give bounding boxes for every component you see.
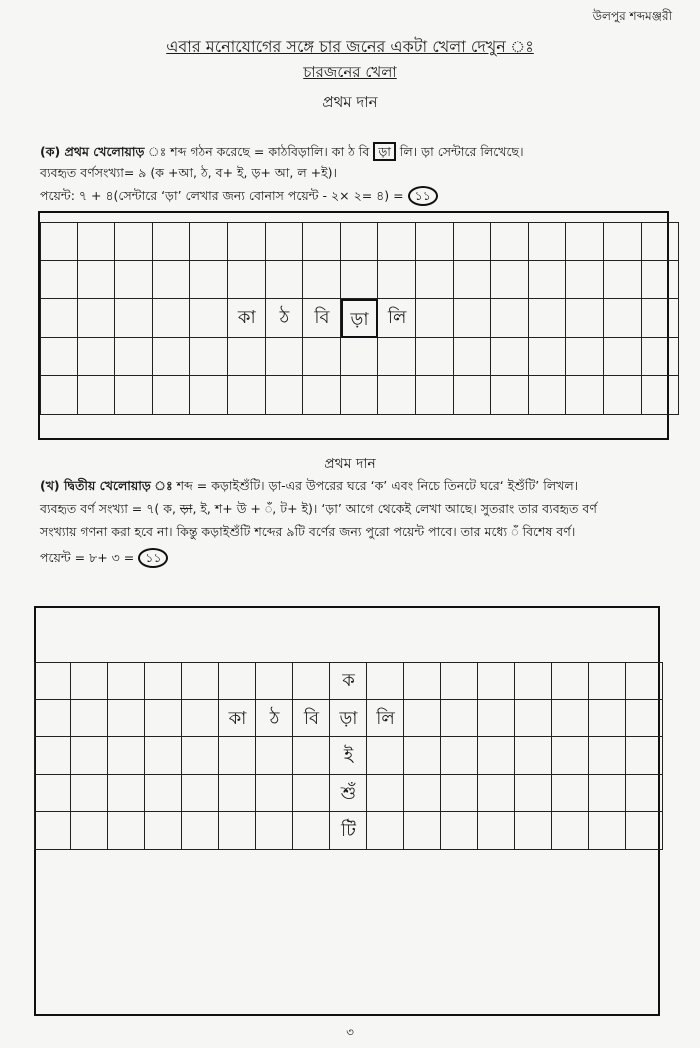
grid-cell [515, 775, 552, 813]
grid-cell [266, 261, 304, 300]
grid-cell [416, 299, 454, 338]
grid-cell [145, 662, 182, 700]
grid-cell [71, 737, 108, 775]
grid-cell [182, 812, 219, 850]
grid-cell [219, 737, 256, 775]
grid-cell [642, 222, 680, 261]
grid-cell [303, 261, 341, 300]
grid-cell [378, 338, 416, 377]
grid-cell [589, 737, 626, 775]
grid-cell [190, 338, 228, 377]
grid-cell [108, 737, 145, 775]
grid-cell [529, 299, 567, 338]
player2-score: ১১ [138, 548, 168, 568]
grid-cell [34, 737, 71, 775]
grid-cell [34, 662, 71, 700]
grid-cell [529, 222, 567, 261]
player1-line2: ব্যবহৃত বর্ণসংখ্যা= ৯ (ক +আ, ঠ, ব+ ই, ড়+ আ, ল +ই)। [40, 165, 337, 180]
grid-cell [303, 222, 341, 261]
grid-cell [182, 700, 219, 738]
page-number: ৩ [346, 1025, 354, 1039]
grid-cell [153, 376, 191, 415]
grid-cell [293, 662, 330, 700]
grid-cell [256, 737, 293, 775]
grid-cell [604, 338, 642, 377]
grid-cell [78, 376, 116, 415]
grid-cell [108, 812, 145, 850]
grid-cell [190, 261, 228, 300]
grid-cell [219, 662, 256, 700]
grid-cell [441, 662, 478, 700]
grid-cell [378, 222, 416, 261]
word-letter: বি [303, 707, 320, 729]
grid-cell [266, 376, 304, 415]
grid-cell [478, 812, 515, 850]
grid-cell [552, 662, 589, 700]
grid-cell [341, 222, 379, 261]
grid-cell [71, 775, 108, 813]
grid-cell [78, 338, 116, 377]
grid-cell [145, 812, 182, 850]
player1-label: (ক) প্রথম খেলোয়াড় [40, 144, 145, 159]
grid-cell [604, 376, 642, 415]
grid-cell [454, 376, 492, 415]
grid-cell [256, 812, 293, 850]
grid-cell [604, 261, 642, 300]
grid-cell [34, 700, 71, 738]
grid-cell [303, 338, 341, 377]
grid-cell [228, 222, 266, 261]
word-letter: কা [228, 707, 247, 729]
grid-cell [441, 737, 478, 775]
grid-cell [478, 775, 515, 813]
grid-cell [404, 737, 441, 775]
grid-cell [454, 261, 492, 300]
grid-cell [604, 299, 642, 338]
grid-cell [626, 700, 663, 738]
player2-line2: ব্যবহৃত বর্ণ সংখ্যা = ৭( ক, ড়া, ই, শ+ উ + ँ, ট+ ই)। ‘ড়া’ আগে থেকেই লেখা আছে। সুতরাং তার ব্যবহৃত বর্ণ [40, 501, 597, 516]
grid-cell [626, 812, 663, 850]
grid-cell [228, 261, 266, 300]
grid-cell [416, 376, 454, 415]
sub-title: চারজনের খেলা [303, 63, 397, 81]
grid-cell [589, 700, 626, 738]
grid-cell [566, 338, 604, 377]
main-title: এবার মনোযোগের সঙ্গে চার জনের একটা খেলা দেখুন ঃ [166, 37, 534, 56]
grid-cell [589, 775, 626, 813]
word-letter: কা [237, 307, 256, 328]
grid-cell [642, 376, 680, 415]
grid-cell [441, 775, 478, 813]
grid-cell [552, 812, 589, 850]
grid-cell [604, 222, 642, 261]
grid-cell [529, 338, 567, 377]
round-caption: প্রথম দান [324, 456, 376, 472]
grid-cell [642, 338, 680, 377]
player2-line3: সংখ্যায় গণনা করা হবে না। কিন্তু কড়াইশুঁটি শব্দের ৯টি বর্ণের জন্য পুরো পয়েন্ট পাবে। তার মধ্যে ँ বিশেষ বর্ণ। [40, 524, 576, 539]
grid-cell [40, 222, 78, 261]
vertical-letter: টি [341, 820, 356, 841]
grid-cell [515, 700, 552, 738]
grid-cell [626, 737, 663, 775]
vertical-letter: ই [343, 745, 354, 766]
grid-cell [626, 775, 663, 813]
grid-cell [404, 700, 441, 738]
grid-cell [626, 662, 663, 700]
grid-cell [256, 775, 293, 813]
vertical-letter: ক [342, 670, 355, 691]
grid-cell [190, 376, 228, 415]
grid-cell [115, 261, 153, 300]
grid-cell [293, 812, 330, 850]
grid-cell [515, 737, 552, 775]
grid-cell [454, 338, 492, 377]
grid-cell [552, 737, 589, 775]
grid-cell [529, 261, 567, 300]
word-letter: লি [376, 707, 395, 729]
grid-cell [78, 299, 116, 338]
grid-cell [552, 775, 589, 813]
grid-cell [589, 662, 626, 700]
grid-cell [145, 775, 182, 813]
grid-cell [367, 737, 404, 775]
grid-cell [566, 261, 604, 300]
grid-cell [367, 662, 404, 700]
grid-cell [71, 812, 108, 850]
grid-cell [441, 700, 478, 738]
grid-cell [71, 662, 108, 700]
grid-cell [378, 261, 416, 300]
grid-cell [404, 662, 441, 700]
grid-cell [478, 662, 515, 700]
word-letter: ঠ [269, 707, 280, 729]
player1-line1: (ক) প্রথম খেলোয়াড় ঃ শব্দ গঠন করেছে = কাঠবিড়ালি। কা ঠ বি ড়া লি। ড়া সেন্টারে লিখেছে। [40, 144, 524, 159]
grid-cell [552, 700, 589, 738]
grid-cell [115, 338, 153, 377]
grid-cell [219, 812, 256, 850]
word-letter: বি [314, 307, 330, 328]
grid-cell [478, 737, 515, 775]
grid-cell [566, 299, 604, 338]
word-letter: ড়া [341, 299, 379, 338]
round-title: প্রথম দান [322, 93, 378, 111]
grid-cell [566, 376, 604, 415]
grid-cell [182, 737, 219, 775]
grid-cell [182, 662, 219, 700]
grid-cell [416, 222, 454, 261]
player2-label: (খ) দ্বিতীয় খেলোয়াড় ঃ [40, 478, 173, 493]
word-letter: লি [387, 307, 407, 328]
player1-boxed-letter: ড়া [373, 142, 396, 161]
player2-line4: পয়েন্ট = ৮+ ৩ = ১১ [40, 548, 168, 568]
grid-cell [566, 222, 604, 261]
grid-cell [40, 376, 78, 415]
grid-cell [40, 261, 78, 300]
grid-cell [78, 261, 116, 300]
grid-cell [589, 812, 626, 850]
grid-cell [341, 261, 379, 300]
grid-cell [491, 376, 529, 415]
grid-cell [266, 222, 304, 261]
grid-cell [78, 222, 116, 261]
grid-cell [367, 775, 404, 813]
grid-cell [404, 775, 441, 813]
grid-cell [153, 261, 191, 300]
grid-cell [182, 775, 219, 813]
grid-cell [153, 338, 191, 377]
grid-cell [341, 338, 379, 377]
grid-cell [115, 299, 153, 338]
grid-cell [416, 261, 454, 300]
grid-cell [454, 299, 492, 338]
grid-cell [153, 222, 191, 261]
grid-cell [40, 338, 78, 377]
grid-cell [190, 222, 228, 261]
grid-cell [491, 299, 529, 338]
grid-cell [454, 222, 492, 261]
struck-letter: ড়া [179, 501, 193, 516]
grid-cell [145, 737, 182, 775]
grid-cell [491, 338, 529, 377]
player1-score: ১১ [408, 186, 438, 206]
grid-cell [228, 338, 266, 377]
grid-cell [404, 812, 441, 850]
grid-cell [529, 376, 567, 415]
grid-cell [228, 376, 266, 415]
grid-cell [219, 775, 256, 813]
grid-cell [153, 299, 191, 338]
grid-cell [441, 812, 478, 850]
grid-cell [115, 222, 153, 261]
grid-cell [256, 662, 293, 700]
grid-cell [34, 775, 71, 813]
grid-cell [40, 299, 78, 338]
grid-cell [416, 338, 454, 377]
grid-cell [515, 662, 552, 700]
player1-line3: পয়েন্ট: ৭ + ৪(সেন্টারে ‘ড়া’ লেখার জন্য বোনাস পয়েন্ট - ২× ২= ৪) = ১১ [40, 186, 438, 206]
word-letter: ড়া [339, 707, 358, 729]
grid-cell [115, 376, 153, 415]
grid-cell [478, 700, 515, 738]
grid-cell [378, 376, 416, 415]
grid-cell [642, 261, 680, 300]
word-letter: ঠ [279, 307, 290, 328]
grid-cell [293, 775, 330, 813]
grid-cell [190, 299, 228, 338]
book-title: উলপুর শব্দমঞ্জরী [592, 9, 672, 23]
grid-cell [341, 376, 379, 415]
grid-cell [515, 812, 552, 850]
grid-cell [108, 775, 145, 813]
grid-cell [108, 662, 145, 700]
grid-cell [34, 812, 71, 850]
grid-cell [71, 700, 108, 738]
grid-cell [293, 737, 330, 775]
grid-cell [303, 376, 341, 415]
grid-cell [367, 812, 404, 850]
player2-line1: (খ) দ্বিতীয় খেলোয়াড় ঃ শব্দ = কড়াইশুঁটি। ড়া-এর উপরের ঘরে ‘ক’ এবং নিচে তিনটে ঘরে‘ ইশুঁটি’ লিখল। [40, 478, 579, 493]
grid-cell [642, 299, 680, 338]
grid-cell [266, 338, 304, 377]
grid-cell [108, 700, 145, 738]
grid-cell [491, 222, 529, 261]
vertical-letter: শুঁ [340, 782, 357, 804]
grid-cell [145, 700, 182, 738]
grid-cell [491, 261, 529, 300]
